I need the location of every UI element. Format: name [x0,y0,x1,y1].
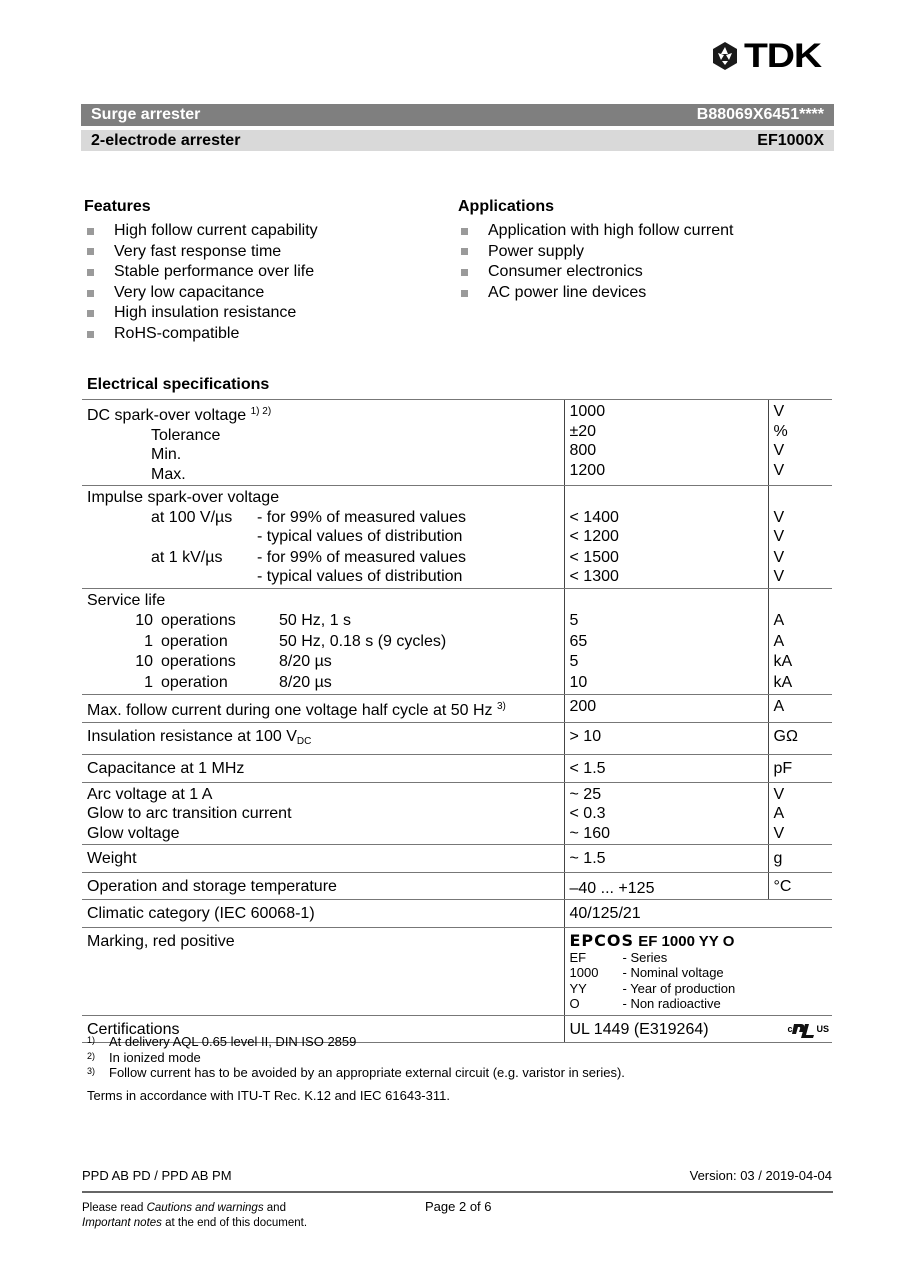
param-unit: V [773,785,785,803]
footnote: 2) In ionized mode [87,1049,201,1065]
param-label: Glow voltage [87,824,180,842]
applications-list [458,221,733,303]
tdk-logo [710,37,838,75]
param-value: < 1500 [569,548,619,566]
param-label: DC spark-over voltage [87,407,247,424]
ul-listed-icon: c US [787,1020,829,1040]
param-label: Service life [87,591,166,609]
param-value: 200 [564,695,768,723]
version-info: Version: 03 / 2019-04-04 [689,1168,832,1183]
ul-logo-icon [792,1023,816,1039]
param-unit: GΩ [768,722,832,755]
table-row [82,872,832,900]
param-label: Insulation resistance at 100 V [87,727,297,745]
param-value: 10 [569,673,588,691]
param-value: 1200 [569,461,606,479]
table-row [82,927,832,1015]
type-name: EF1000X [757,131,824,149]
list-item: High follow current capability [84,221,318,242]
param-unit: A [773,632,785,650]
bullet-square-icon [461,290,468,297]
marking-cell [564,927,832,1015]
param-label: Operation and storage temperature [82,872,564,900]
param-unit: % [773,422,788,440]
param-value: 40/125/21 [564,900,832,928]
param-label: Certifications [82,1015,564,1043]
list-item: Consumer electronics [458,262,733,283]
param-label: Climatic category (IEC 60068-1) [82,900,564,928]
param-unit: kA [773,673,793,691]
param-value: < 1300 [569,568,619,585]
param-label: Marking, red positive [82,927,564,1015]
param-unit: V [773,548,785,566]
list-item: RoHS-compatible [84,324,318,345]
bullet-square-icon [87,228,94,235]
param-value: 1000 [569,403,606,420]
param-unit: V [773,568,785,585]
param-value: –40 ... +125 [564,872,768,900]
list-item: High insulation resistance [84,303,318,324]
param-unit: A [768,695,832,723]
table-row [82,755,832,783]
product-type: Surge arrester [91,106,201,123]
param-unit: V [773,528,785,545]
product-header-band [81,104,834,126]
footer-divider [82,1191,833,1193]
footnote: 3) Follow current has to be avoided by an appropriate external circuit (e.g. varistor in series). [87,1065,625,1080]
brand-name: TDK [744,37,821,75]
features-title: Features [84,198,151,215]
param-unit: V [773,508,785,526]
table-row [82,845,832,873]
param-label: Arc voltage at 1 A [87,785,213,803]
table-row: Impulse spark-over voltage at 100 V/µs - for 99% of measured values - typical values of distribution at 1 kV/µs - for 99% of measured values - typical values of distribution < 1400 < 1200 < 1500 < 1300 V V V V [82,486,832,589]
marking-legend-row: EF - Series [569,949,668,965]
terms-note: Terms in accordance with ITU-T Rec. K.12 and IEC 61643-311. [87,1088,450,1103]
param-unit: V [773,442,785,459]
table-row: DC spark-over voltage $^{1) 2)}$ Tolerance Min. Max. 1000 ±20 800 1200 V % V V [82,400,832,486]
marking-code: EF 1000 YY O [638,932,735,950]
tdk-star-icon [710,41,740,71]
param-unit: g [768,845,832,873]
bullet-square-icon [87,331,94,338]
param-unit: V [773,403,785,420]
param-value: 5 [569,612,579,629]
param-label: Weight [82,845,564,873]
param-label: Max. follow current during one voltage half cycle at 50 Hz [87,702,493,719]
param-value: > 10 [564,722,768,755]
table-row [82,900,832,928]
epcos-brand: EPCOS [569,930,635,950]
param-unit: kA [773,653,793,670]
param-label: Glow to arc transition current [87,805,292,822]
list-item: Application with high follow current [458,221,733,242]
list-item: AC power line devices [458,283,733,304]
param-unit: A [773,612,785,629]
param-value: < 1.5 [564,755,768,783]
product-subtitle: 2-electrode arrester [91,131,241,149]
footnote-ref: 3) [497,701,506,712]
footnotes [87,1034,625,1081]
param-value: ~ 25 [569,785,602,803]
table-row: Insulation resistance at 100 $V_{DC}$ > 10 GΩ [82,722,832,755]
param-value: 65 [569,632,588,650]
param-unit: V [773,461,785,479]
table-row [82,782,832,845]
table-row [82,695,832,723]
list-item: Power supply [458,242,733,263]
department-code: PPD AB PD / PPD AB PM [82,1168,232,1183]
bullet-square-icon [461,228,468,235]
marking-legend-row: O - Non radioactive [569,996,721,1011]
ordering-code: B88069X6451**** [696,106,824,123]
important-notes-link: Important notes [82,1217,162,1229]
param-label: Capacitance at 1 MHz [82,755,564,783]
cautions-link: Cautions and warnings [146,1202,264,1214]
param-unit: pF [768,755,832,783]
bullet-square-icon [87,310,94,317]
param-unit: A [773,805,785,822]
param-value: < 1200 [569,528,619,545]
list-item: Very low capacitance [84,283,318,304]
bullet-square-icon [461,248,468,255]
footnote-ref: 1) 2) [250,406,272,417]
table-row: Service life 10 operations 50 Hz, 1 s 1 operation 50 Hz, 0.18 s (9 cycles) 10 operations 8/20 µs 1 operation 8/20 µs 5 65 5 10 A A kA kA [82,588,832,695]
param-label: Impulse spark-over voltage [87,489,280,506]
bullet-square-icon [87,269,94,276]
list-item: Stable performance over life [84,262,318,283]
param-value: ±20 [569,422,597,440]
features-list [84,221,318,345]
param-unit: V [773,824,785,842]
bullet-square-icon [461,269,468,276]
product-subheader-band [81,130,834,151]
param-value: < 1400 [569,508,619,526]
list-item: Very fast response time [84,242,318,263]
specs-title: Electrical specifications [87,376,270,393]
certification-value: UL 1449 (E319264) [569,1020,709,1038]
param-value: ~ 1.5 [564,845,768,873]
marking-legend-row: YY - Year of production [569,980,736,996]
param-value: ~ 160 [569,824,610,842]
cautions-notice: Please read Cautions and warnings and Important notes at the end of this document. [82,1202,308,1229]
param-value: < 0.3 [569,805,606,822]
param-value: 800 [569,442,597,459]
param-unit: °C [768,872,832,900]
param-value: 5 [569,653,579,670]
bullet-square-icon [87,248,94,255]
footnote: 1) At delivery AQL 0.65 level II, DIN ISO 2859 [87,1034,357,1049]
applications-title: Applications [458,198,555,215]
electrical-specs-table [82,399,832,1043]
page-number: Page 2 of 6 [425,1199,492,1214]
bullet-square-icon [87,290,94,297]
marking-legend-row: 1000 - Nominal voltage [569,965,724,980]
